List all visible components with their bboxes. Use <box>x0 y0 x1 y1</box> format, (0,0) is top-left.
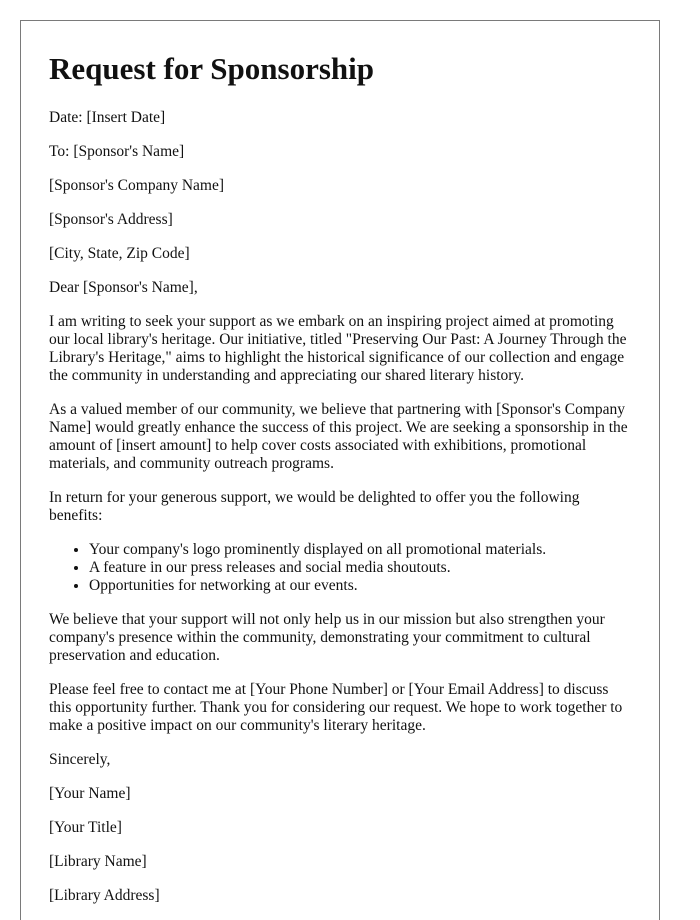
sender-title: [Your Title] <box>49 819 122 836</box>
recipient-line: To: [Sponsor's Name] <box>49 143 185 160</box>
recipient-city-state-zip: [City, State, Zip Code] <box>49 245 190 262</box>
sender-name: [Your Name] <box>49 785 131 802</box>
benefit-item: • Opportunities for networking at our events. <box>89 577 631 595</box>
salutation: Dear [Sponsor's Name], <box>49 279 198 296</box>
closing: Sincerely, <box>49 751 111 768</box>
library-address: [Library Address] <box>49 887 160 904</box>
benefits-list <box>49 541 631 595</box>
body-paragraph: I am writing to seek your support as we embark on an inspiring project aimed at promoting our local library's heritage. Our initiative, titled "Preserving Our Past: A Journey Through the Library's Heritage," aims to highlight the historical significance of our collection and engage the community in understanding and appreciating our shared literary history. <box>49 313 627 384</box>
body-paragraph: Please feel free to contact me at [Your Phone Number] or [Your Email Address] to discuss this opportunity further. Thank you for considering our request. We hope to work together to make a positive impact on our community's literary heritage. <box>49 681 623 734</box>
benefit-item: • Your company's logo prominently displayed on all promotional materials. <box>89 541 631 559</box>
letter-title: Request for Sponsorship <box>49 51 375 86</box>
library-name: [Library Name] <box>49 853 147 870</box>
recipient-address: [Sponsor's Address] <box>49 211 173 228</box>
date-line: Date: [Insert Date] <box>49 109 166 126</box>
letter-page <box>20 20 660 920</box>
benefit-item: • A feature in our press releases and social media shoutouts. <box>89 559 631 577</box>
recipient-company: [Sponsor's Company Name] <box>49 177 224 194</box>
body-paragraph: We believe that your support will not only help us in our mission but also strengthen your company's presence within the community, demonstrating your commitment to cultural preservation and education. <box>49 611 605 664</box>
body-paragraph: As a valued member of our community, we believe that partnering with [Sponsor's Company Name] would greatly enhance the success of this project. We are seeking a sponsorship in the amount of [insert amount] to help cover costs associated with exhibitions, promotional materials, and community outreach programs. <box>49 401 628 472</box>
body-paragraph: In return for your generous support, we would be delighted to offer you the following benefits: <box>49 489 580 524</box>
